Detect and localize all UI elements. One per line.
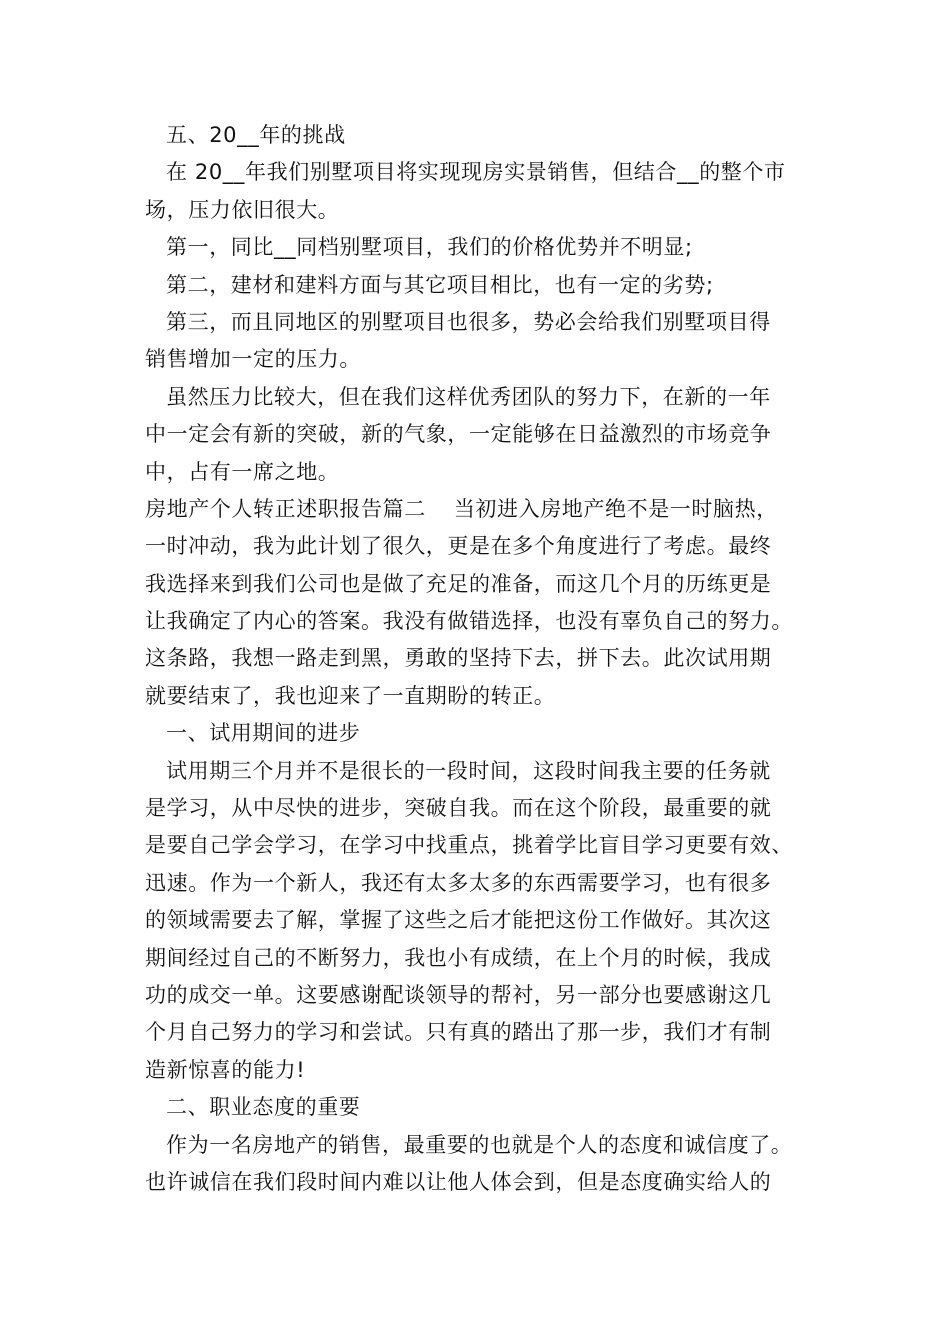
paragraph-line: 的领域需要去了解，掌握了这些之后才能把这份工作做好。其次这 — [145, 908, 772, 933]
section-heading: 二、职业态度的重要 — [166, 1095, 361, 1120]
paragraph-line: 就要结束了，我也迎来了一直期盼的转正。 — [145, 683, 556, 708]
paragraph-line: 场，压力依旧很大。 — [145, 197, 340, 222]
paragraph-line: 是要自己学会学习，在学习中找重点，挑着学比盲目学习更要有效、 — [145, 833, 793, 858]
paragraph-line: 试用期三个月并不是很长的一段时间，这段时间我主要的任务就 — [166, 758, 771, 783]
paragraph-line: 当初进入房地产绝不是一时脑热， — [453, 496, 778, 521]
paragraph-line: 这条路，我想一路走到黑，勇敢的坚持下去，拼下去。此次试用期 — [145, 646, 772, 671]
article-title-line — [145, 491, 825, 528]
paragraph-line: 迅速。作为一个新人，我还有太多太多的东西需要学习，也有很多 — [145, 870, 772, 895]
paragraph-line: 是学习，从中尽快的进步，突破自我。而在这个阶段，最重要的就 — [145, 796, 772, 821]
paragraph-line: 也许诚信在我们段时间内难以让他人体会到，但是态度确实给人的 — [145, 1169, 772, 1194]
paragraph-line: 我选择来到我们公司也是做了充足的准备，而这几个月的历练更是 — [145, 571, 772, 596]
paragraph-line: 一时冲动，我为此计划了很久，更是在多个角度进行了考虑。最终 — [145, 534, 772, 559]
paragraph-line: 销售增加一定的压力。 — [145, 347, 361, 372]
article-title: 房地产个人转正述职报告篇二 — [145, 496, 426, 521]
paragraph-line: 第三，而且同地区的别墅项目也很多，势必会给我们别墅项目得 — [166, 309, 771, 334]
paragraph-line: 在 20__年我们别墅项目将实现现房实景销售，但结合__的整个市 — [166, 160, 786, 185]
paragraph-line: 虽然压力比较大，但在我们这样优秀团队的努力下，在新的一年 — [166, 384, 771, 409]
paragraph-line: 中，占有一席之地。 — [145, 459, 340, 484]
paragraph-line: 第一，同比__同档别墅项目，我们的价格优势并不明显; — [166, 235, 693, 260]
paragraph-line: 中一定会有新的突破，新的气象，一定能够在日益激烈的市场竞争 — [145, 422, 772, 447]
paragraph-line: 个月自己努力的学习和尝试。只有真的踏出了那一步，我们才有制 — [145, 1020, 772, 1045]
paragraph-line: 第二，建材和建料方面与其它项目相比，也有一定的劣势; — [166, 272, 714, 297]
paragraph-line: 造新惊喜的能力! — [145, 1057, 306, 1082]
paragraph-line: 让我确定了内心的答案。我没有做错选择，也没有辜负自己的努力。 — [145, 609, 793, 634]
paragraph-line: 作为一名房地产的销售，最重要的也就是个人的态度和诚信度了。 — [166, 1132, 793, 1157]
paragraph-line: 功的成交一单。这要感谢配谈领导的帮衬，另一部分也要感谢这几 — [145, 982, 772, 1007]
section-heading: 一、试用期间的进步 — [166, 721, 361, 746]
section-heading: 五、20__年的挑战 — [166, 123, 346, 147]
paragraph-line: 期间经过自己的不断努力，我也小有成绩，在上个月的时候，我成 — [145, 945, 772, 970]
document-body — [145, 117, 825, 1201]
